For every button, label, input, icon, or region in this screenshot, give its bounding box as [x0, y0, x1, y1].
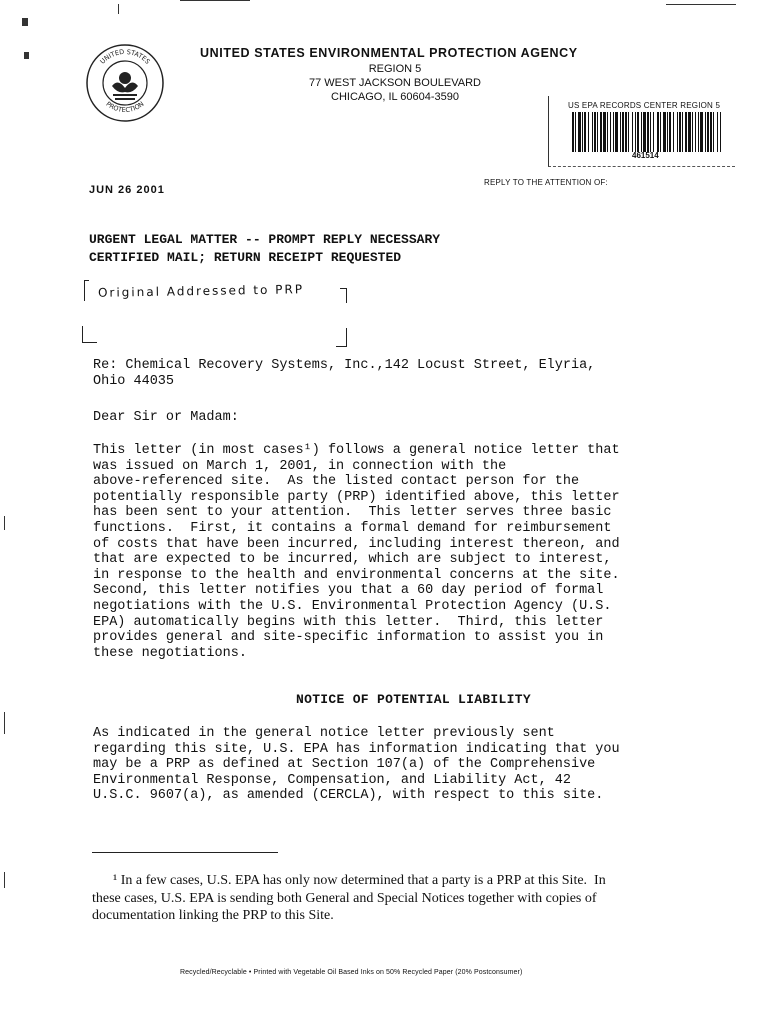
- barcode-bar: [597, 112, 598, 152]
- barcode-bar: [667, 112, 668, 152]
- barcode-bar: [717, 112, 718, 152]
- salutation: Dear Sir or Madam:: [93, 410, 239, 425]
- barcode-bar: [632, 112, 633, 152]
- urgent-notice-line: URGENT LEGAL MATTER -- PROMPT REPLY NECESSARY: [89, 232, 441, 247]
- barcode-bar: [688, 112, 691, 152]
- barcode-bar: [582, 112, 583, 152]
- letter-date: JUN 26 2001: [89, 184, 165, 196]
- scan-mark: [118, 4, 119, 14]
- scan-mark: [22, 18, 28, 26]
- barcode-bar: [673, 112, 674, 152]
- scan-mark: [180, 0, 250, 1]
- barcode-bar: [657, 112, 659, 152]
- agency-name: UNITED STATES ENVIRONMENTAL PROTECTION AGENCY: [200, 46, 578, 60]
- barcode-bar: [588, 112, 589, 152]
- barcode-bar: [650, 112, 651, 152]
- barcode-bar: [603, 112, 606, 152]
- barcode-bar: [707, 112, 709, 152]
- footnote-text: ¹ In a few cases, U.S. EPA has only now determined that a party is a PRP at this Site. In these cases, U.S. EPA is sending both General and Special Notices together with copies of documentation linking the PRP to this Site.: [92, 873, 606, 923]
- agency-region: REGION 5: [368, 63, 422, 75]
- barcode-bar: [620, 112, 621, 152]
- barcode-bar: [628, 112, 629, 152]
- barcode-image: [572, 112, 722, 152]
- barcode-bar: [607, 112, 608, 152]
- scan-mark: [4, 872, 5, 888]
- barcode-bar: [695, 112, 696, 152]
- paragraph-intro: This letter (in most cases¹) follows a general notice letter that was issued on March 1, 2001, in connection with the above-referenced site. As the listed contact person for the potentially responsible party (PRP) identified above, this letter has been sent to your attention. This letter serves three basic functions. First, it contains a formal demand for reimbursement of costs that have been incurred, including interest thereon, and that are expected to be incurred, which are subject to interest, in response to the health and environmental concerns at the site. Second, this letter notifies you that a 60 day period of formal negotiations with the U.S. Environmental Protection Agency (U.S. EPA) automatically begins with this letter. Third, this letter provides general and site-specific information to assist you in these negotiations.: [93, 443, 620, 661]
- barcode-bar: [692, 112, 693, 152]
- scan-mark: [24, 52, 29, 59]
- handwritten-bracket-left: [84, 280, 89, 301]
- barcode-bar: [637, 112, 639, 152]
- svg-text:PROTECTION: [104, 100, 145, 114]
- agency-city: CHICAGO, IL 60604-3590: [331, 91, 459, 103]
- barcode-bar: [592, 112, 593, 152]
- handwritten-bracket-right: [340, 288, 347, 303]
- barcode-bar: [610, 112, 611, 152]
- barcode-bar: [685, 112, 687, 152]
- barcode-bar: [679, 112, 681, 152]
- re-line: Re: Chemical Recovery Systems, Inc.,142 Locust Street, Elyria, Ohio 44035: [93, 358, 596, 389]
- barcode-bar: [641, 112, 642, 152]
- epa-seal-logo: [84, 42, 166, 124]
- seal-bottom-text: PROTECTION: [104, 99, 146, 115]
- barcode-bar: [669, 112, 671, 152]
- barcode-bar: [622, 112, 624, 152]
- seal-top-text: UNITED STATES: [98, 47, 152, 66]
- barcode-bar: [677, 112, 678, 152]
- barcode-bar: [713, 112, 714, 152]
- barcode-bar: [578, 112, 581, 152]
- barcode-bar: [653, 112, 654, 152]
- barcode-bar: [663, 112, 666, 152]
- barcode-bar: [710, 112, 712, 152]
- barcode-bar: [643, 112, 646, 152]
- barcode-bar: [613, 112, 614, 152]
- barcode-bar: [625, 112, 627, 152]
- barcode-bar: [572, 112, 574, 152]
- barcode-bar: [700, 112, 703, 152]
- barcode-bar: [575, 112, 576, 152]
- reply-to-line: REPLY TO THE ATTENTION OF:: [484, 178, 608, 187]
- address-corner-mark-left: [82, 326, 97, 343]
- footnote-divider: [92, 852, 278, 853]
- barcode-bar: [698, 112, 699, 152]
- barcode-bar: [647, 112, 649, 152]
- barcode-bar: [584, 112, 586, 152]
- section-heading: NOTICE OF POTENTIAL LIABILITY: [296, 692, 531, 707]
- barcode-bar: [705, 112, 706, 152]
- barcode-number: 461514: [632, 151, 659, 160]
- scan-mark: [4, 712, 5, 734]
- scan-mark: [4, 516, 5, 530]
- barcode-bar: [600, 112, 602, 152]
- barcode-bar: [594, 112, 596, 152]
- address-corner-mark-right: [336, 328, 347, 347]
- barcode-bar: [682, 112, 683, 152]
- handwritten-note: Original Addressed to PRP: [97, 282, 305, 300]
- barcode-bar: [660, 112, 661, 152]
- scan-mark: [666, 4, 736, 5]
- barcode-bar: [615, 112, 618, 152]
- certified-mail-line: CERTIFIED MAIL; RETURN RECEIPT REQUESTED: [89, 250, 402, 265]
- barcode-bar: [720, 112, 721, 152]
- agency-street: 77 WEST JACKSON BOULEVARD: [309, 77, 481, 89]
- recycled-paper-footer: Recycled/Recyclable • Printed with Vegetable Oil Based Inks on 50% Recycled Paper (20% Postconsumer): [180, 969, 523, 976]
- paragraph-liability: As indicated in the general notice letter previously sent regarding this site, U.S. EPA has information indicating that you may be a PRP as defined at Section 107(a) of the Comprehensive Environmental Response, Compensation, and Liability Act, 42 U.S.C. 9607(a), as amended (CERCLA), with respect to this site.: [93, 726, 620, 804]
- records-stamp-label: US EPA RECORDS CENTER REGION 5: [568, 101, 721, 110]
- barcode-bar: [635, 112, 636, 152]
